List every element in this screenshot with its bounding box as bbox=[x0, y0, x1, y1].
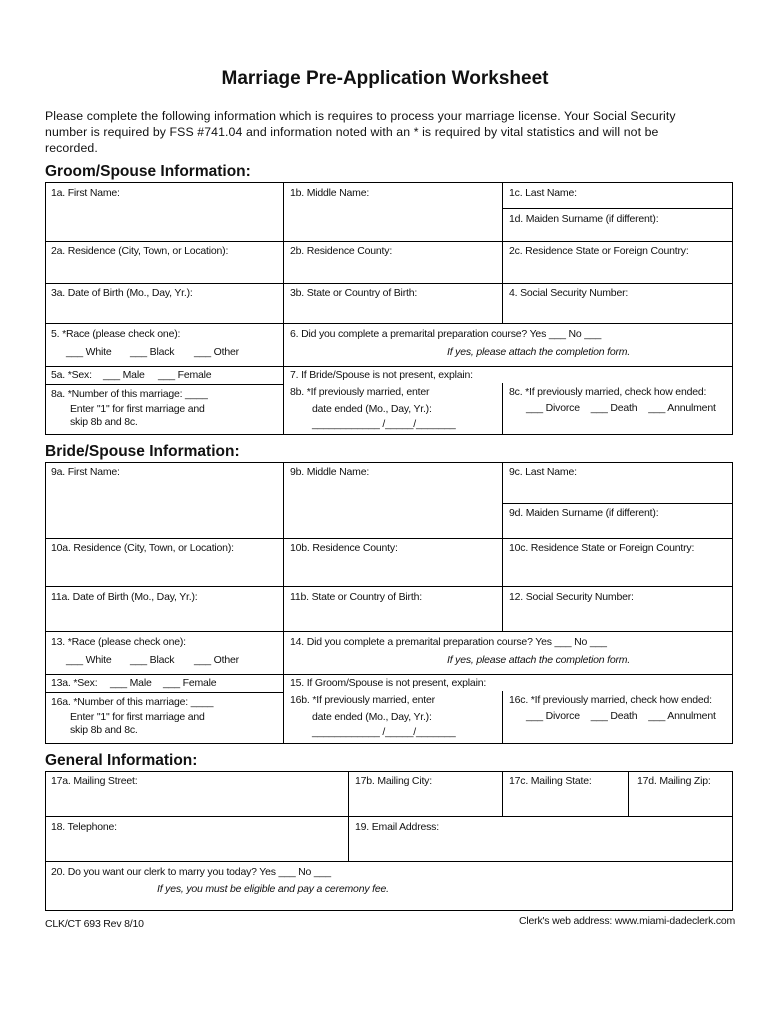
field-2c-state[interactable]: 2c. Residence State or Foreign Country: bbox=[509, 245, 689, 257]
field-3b-birth-place[interactable]: 3b. State or Country of Birth: bbox=[290, 287, 418, 299]
field-4-ssn[interactable]: 4. Social Security Number: bbox=[509, 287, 629, 299]
field-8a-note: Enter "1" for first marriage and bbox=[70, 403, 205, 415]
field-16a-marriage-number[interactable]: 16a. *Number of this marriage: ____ bbox=[51, 696, 214, 708]
field-8c-how-ended: 8c. *If previously married, check how ended: bbox=[509, 386, 707, 398]
sex-female-option[interactable]: ___ Female bbox=[158, 369, 212, 381]
field-16b-note: date ended (Mo., Day, Yr.): bbox=[312, 711, 432, 723]
field-11b-birth-place[interactable]: 11b. State or Country of Birth: bbox=[290, 591, 422, 603]
race-other-option[interactable]: ___ Other bbox=[194, 346, 239, 358]
field-17d-mailing-zip[interactable]: 17d. Mailing Zip: bbox=[637, 775, 711, 787]
clerk-web-address: Clerk's web address: www.miami-dadeclerk.com bbox=[519, 915, 736, 927]
field-12-ssn[interactable]: 12. Social Security Number: bbox=[509, 591, 634, 603]
field-11a-dob[interactable]: 11a. Date of Birth (Mo., Day, Yr.): bbox=[51, 591, 198, 603]
field-14-premarital-course[interactable]: 14. Did you complete a premarital preparation course? Yes ___ No ___ bbox=[290, 636, 607, 648]
field-9b-middle-name[interactable]: 9b. Middle Name: bbox=[290, 466, 370, 478]
intro-text: Please complete the following information which is requires to process your marriage license. Your Social Security number is required by FSS #741.04 and information noted with an * is required by vital statistics and will not be recorded. bbox=[45, 109, 676, 155]
field-10b-county[interactable]: 10b. Residence County: bbox=[290, 542, 398, 554]
field-10c-state[interactable]: 10c. Residence State or Foreign Country: bbox=[509, 542, 695, 554]
field-17b-mailing-city[interactable]: 17b. Mailing City: bbox=[355, 775, 432, 787]
field-10a-residence[interactable]: 10a. Residence (City, Town, or Location): bbox=[51, 542, 234, 554]
field-2b-county[interactable]: 2b. Residence County: bbox=[290, 245, 393, 257]
sex-male-option[interactable]: ___ Male bbox=[103, 369, 145, 381]
page-title: Marriage Pre-Application Worksheet bbox=[221, 68, 549, 89]
field-8b-note: date ended (Mo., Day, Yr.): bbox=[312, 403, 432, 415]
field-1d-maiden-surname[interactable]: 1d. Maiden Surname (if different): bbox=[509, 213, 659, 225]
field-20-marry-today[interactable]: 20. Do you want our clerk to marry you today? Yes ___ No ___ bbox=[51, 866, 331, 878]
field-8a-marriage-number[interactable]: 8a. *Number of this marriage: ____ bbox=[51, 388, 208, 400]
race-black-option[interactable]: ___ Black bbox=[130, 346, 175, 358]
field-16b-prev-married: 16b. *If previously married, enter bbox=[290, 694, 435, 706]
race-white-option[interactable]: ___ White bbox=[66, 346, 112, 358]
field-8b-date-blank[interactable]: ____________ /_____/_______ bbox=[312, 418, 456, 430]
form-id: CLK/CT 693 Rev 8/10 bbox=[45, 918, 144, 930]
field-5a-sex-label: 5a. *Sex: bbox=[51, 369, 92, 381]
field-16a-note: Enter "1" for first marriage and bbox=[70, 711, 205, 723]
race-black-option[interactable]: ___ Black bbox=[130, 654, 175, 666]
field-18-telephone[interactable]: 18. Telephone: bbox=[51, 821, 117, 833]
field-8a-note-2: skip 8b and 8c. bbox=[70, 416, 138, 428]
field-16b-date-blank[interactable]: ____________ /_____/_______ bbox=[312, 726, 456, 738]
field-3a-dob[interactable]: 3a. Date of Birth (Mo., Day, Yr.): bbox=[51, 287, 193, 299]
race-other-option[interactable]: ___ Other bbox=[194, 654, 239, 666]
field-1b-middle-name[interactable]: 1b. Middle Name: bbox=[290, 187, 370, 199]
field-17c-mailing-state[interactable]: 17c. Mailing State: bbox=[509, 775, 592, 787]
field-13a-sex-label: 13a. *Sex: bbox=[51, 677, 98, 689]
field-1a-first-name[interactable]: 1a. First Name: bbox=[51, 187, 120, 199]
sex-male-option[interactable]: ___ Male bbox=[110, 677, 152, 689]
field-20-note: If yes, you must be eligible and pay a ceremony fee. bbox=[157, 883, 389, 895]
field-6-note: If yes, please attach the completion form. bbox=[447, 346, 631, 358]
field-16c-how-ended: 16c. *If previously married, check how ended: bbox=[509, 694, 712, 706]
field-6-premarital-course[interactable]: 6. Did you complete a premarital preparation course? Yes ___ No ___ bbox=[290, 328, 602, 340]
field-2a-residence[interactable]: 2a. Residence (City, Town, or Location): bbox=[51, 245, 229, 257]
field-7-absent-explain[interactable]: 7. If Bride/Spouse is not present, explain: bbox=[290, 369, 473, 381]
field-5-race-label: 5. *Race (please check one): bbox=[51, 328, 181, 340]
field-13-race-label: 13. *Race (please check one): bbox=[51, 636, 186, 648]
field-9a-first-name[interactable]: 9a. First Name: bbox=[51, 466, 120, 478]
field-14-note: If yes, please attach the completion form. bbox=[447, 654, 631, 666]
race-white-option[interactable]: ___ White bbox=[66, 654, 112, 666]
general-section-heading: General Information: bbox=[45, 752, 198, 769]
field-1c-last-name[interactable]: 1c. Last Name: bbox=[509, 187, 577, 199]
groom-section-heading: Groom/Spouse Information: bbox=[45, 163, 251, 180]
field-17a-mailing-street[interactable]: 17a. Mailing Street: bbox=[51, 775, 138, 787]
field-9c-last-name[interactable]: 9c. Last Name: bbox=[509, 466, 577, 478]
field-16a-note-2: skip 8b and 8c. bbox=[70, 724, 138, 736]
field-19-email[interactable]: 19. Email Address: bbox=[355, 821, 439, 833]
field-8b-prev-married: 8b. *If previously married, enter bbox=[290, 386, 430, 398]
bride-section-heading: Bride/Spouse Information: bbox=[45, 443, 240, 460]
field-8c-options[interactable]: ___ Divorce ___ Death ___ Annulment bbox=[526, 402, 716, 414]
field-9d-maiden-surname[interactable]: 9d. Maiden Surname (if different): bbox=[509, 507, 659, 519]
field-16c-options[interactable]: ___ Divorce ___ Death ___ Annulment bbox=[526, 710, 716, 722]
field-15-absent-explain[interactable]: 15. If Groom/Spouse is not present, explain: bbox=[290, 677, 487, 689]
sex-female-option[interactable]: ___ Female bbox=[163, 677, 217, 689]
